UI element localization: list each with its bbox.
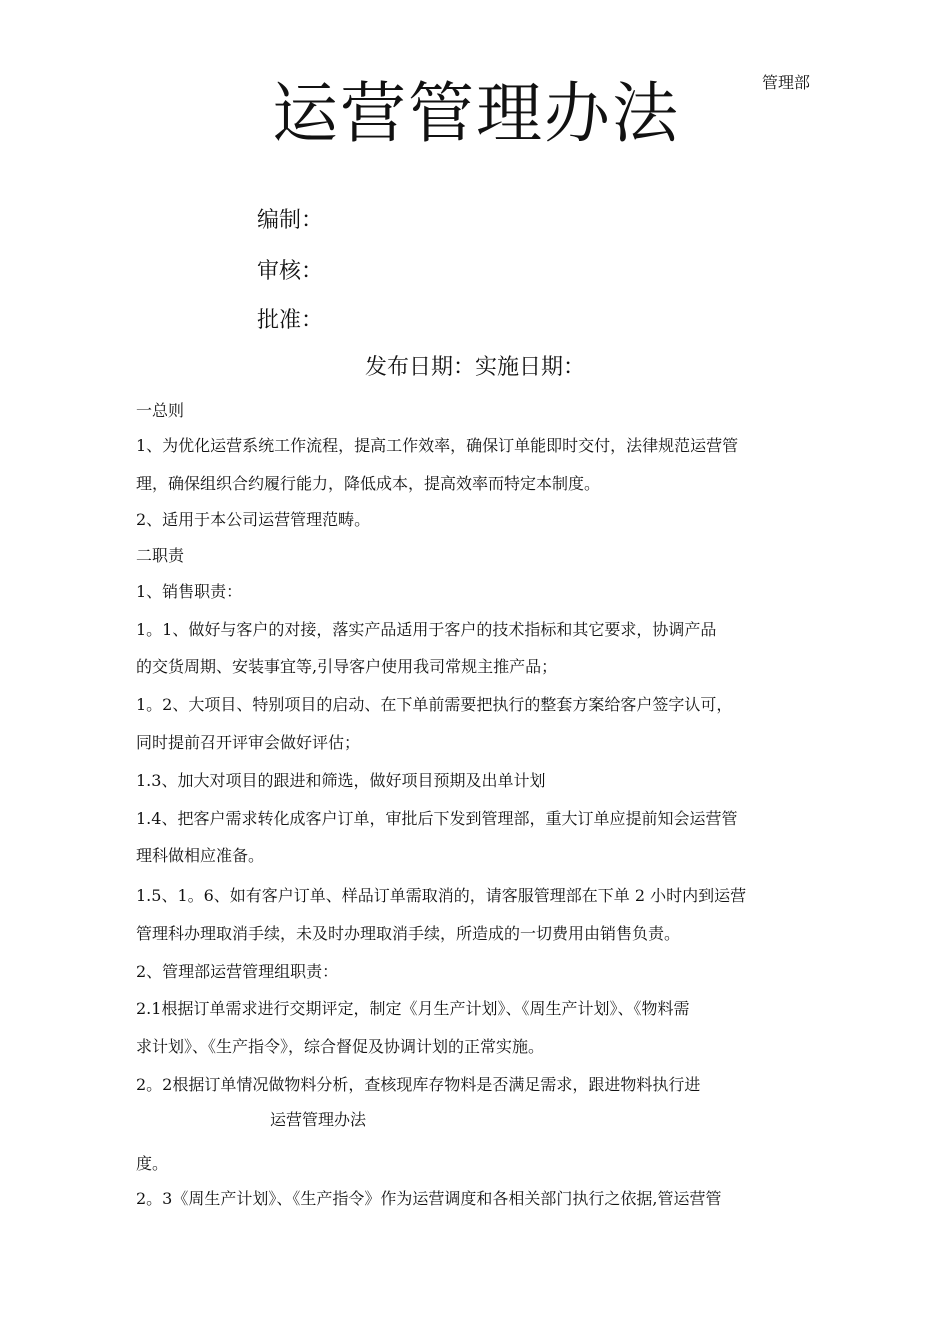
signature-compiled: 编制： <box>257 208 324 233</box>
paragraph-line: 2、适用于本公司运营管理范畴。 <box>136 510 371 529</box>
paragraph-line: 1。2、大项目、特别项目的启动、在下单前需要把执行的整套方案给客户签字认可， <box>136 695 733 714</box>
signature-approved: 批准： <box>257 308 324 333</box>
paragraph-line: 的交货周期、安装事宜等,引导客户使用我司常规主推产品； <box>136 657 558 676</box>
paragraph-line: 理，确保组织合约履行能力，降低成本，提高效率而特定本制度。 <box>136 474 601 493</box>
paragraph-line: 2.1根据订单需求进行交期评定，制定《月生产计划》、《周生产计划》、《物料需 <box>136 999 690 1018</box>
paragraph-line: 1.5、1。6、如有客户订单、样品订单需取消的，请客服管理部在下单 2 小时内到运营 <box>136 886 747 905</box>
paragraph-line: 2。3《周生产计划》、《生产指令》作为运营调度和各相关部门执行之依据,管运营管 <box>136 1189 722 1208</box>
publish-and-effective-dates: 发布日期：实施日期： <box>364 355 585 380</box>
paragraph-line: 管理科办理取消手续，未及时办理取消手续，所造成的一切费用由销售负责。 <box>136 924 681 943</box>
paragraph-line: 度。 <box>136 1154 169 1173</box>
paragraph-line: 2。2根据订单情况做物料分析，查核现库存物料是否满足需求，跟进物料执行进 <box>136 1075 701 1094</box>
subsection-heading-ops: 2、管理部运营管理组职责： <box>136 962 339 981</box>
section-heading-duties: 二职责 <box>136 546 185 565</box>
paragraph-line: 同时提前召开评审会做好评估； <box>136 733 361 752</box>
paragraph-line: 1.3、加大对项目的跟进和筛选，做好项目预期及出单计划 <box>136 771 546 790</box>
paragraph-line: 1.4、把客户需求转化成客户订单，审批后下发到管理部，重大订单应提前知会运营管 <box>136 809 738 828</box>
paragraph-line: 理科做相应准备。 <box>136 846 265 865</box>
subsection-heading-sales: 1、销售职责： <box>136 582 243 601</box>
section-heading-general: 一总则 <box>136 401 185 420</box>
document-title: 运营管理办法 <box>272 75 680 152</box>
paragraph-line: 1、为优化运营系统工作流程，提高工作效率，确保订单能即时交付，法律规范运营管 <box>136 436 739 455</box>
page-footer-title: 运营管理办法 <box>270 1110 367 1129</box>
paragraph-line: 1。1、做好与客户的对接，落实产品适用于客户的技术指标和其它要求，协调产品 <box>136 620 717 639</box>
department-label: 管理部 <box>762 73 811 92</box>
paragraph-line: 求计划》、《生产指令》，综合督促及协调计划的正常实施。 <box>136 1037 545 1056</box>
signature-reviewed: 审核： <box>257 259 324 284</box>
